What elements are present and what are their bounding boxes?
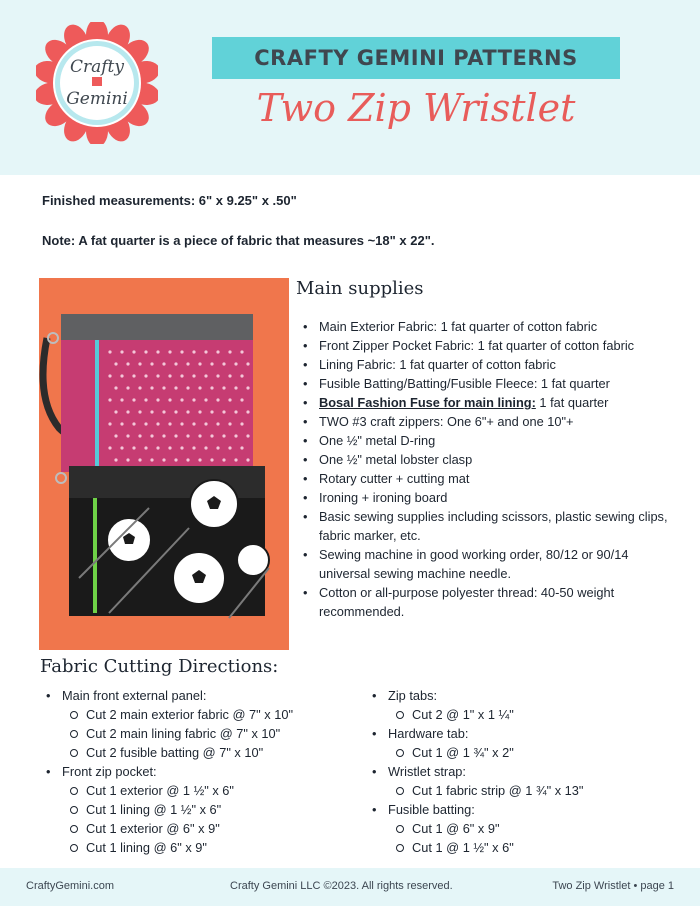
supply-item <box>303 488 675 507</box>
supply-item-emphasis: Bosal Fashion Fuse for main lining: <box>319 395 536 410</box>
header-banner <box>212 37 620 79</box>
cutting-group-label: Fusible batting: <box>388 802 475 817</box>
footer <box>0 868 700 906</box>
supply-item-text: Sewing machine in good working order, 80/12 or 90/14 universal sewing machine needle. <box>319 547 629 581</box>
supply-item-text: Main Exterior Fabric: 1 fat quarter of cotton fabric <box>319 319 598 334</box>
header <box>0 0 700 175</box>
crafty-gemini-logo <box>36 22 158 144</box>
supply-item-text: Cotton or all-purpose polyester thread: 40-50 weight recommended. <box>319 585 615 619</box>
supply-item-text: Ironing + ironing board <box>319 490 448 505</box>
footer-page: Two Zip Wristlet • page 1 <box>552 880 674 892</box>
supply-item <box>303 545 675 583</box>
supply-item-text: Fusible Batting/Batting/Fusible Fleece: 1 fat quarter <box>319 376 610 391</box>
supply-item <box>303 317 675 336</box>
cutting-group <box>366 686 666 724</box>
supply-item-text: TWO #3 craft zippers: One 6"+ and one 10"+ <box>319 414 574 429</box>
supply-item <box>303 507 675 545</box>
cutting-item: Cut 1 @ 6" x 9" <box>388 819 666 838</box>
main-supplies-list <box>303 317 675 621</box>
footer-copyright: Crafty Gemini LLC ©2023. All rights reserved. <box>230 880 453 892</box>
finished-measurements: Finished measurements: 6" x 9.25" x .50" <box>42 193 297 208</box>
cutting-directions-heading: Fabric Cutting Directions: <box>40 656 279 677</box>
supply-item <box>303 583 675 621</box>
cutting-list-left <box>40 686 360 857</box>
cutting-list-right <box>366 686 666 857</box>
supply-item <box>303 431 675 450</box>
logo-text-crafty: Crafty <box>70 57 124 77</box>
supply-item <box>303 393 675 412</box>
supply-item-text: Lining Fabric: 1 fat quarter of cotton fabric <box>319 357 556 372</box>
banner-title: CRAFTY GEMINI PATTERNS <box>254 46 578 70</box>
cutting-group <box>366 724 666 762</box>
pattern-title: Two Zip Wristlet <box>256 86 576 130</box>
wristlet-photo <box>39 278 289 650</box>
cutting-group-label: Front zip pocket: <box>62 764 157 779</box>
cutting-group <box>366 800 666 857</box>
footer-website: CraftyGemini.com <box>26 880 115 892</box>
supply-item-text: 1 fat quarter <box>535 395 609 410</box>
supply-item-text: One ½" metal lobster clasp <box>319 452 473 467</box>
cutting-item: Cut 2 @ 1" x 1 ¼" <box>388 705 666 724</box>
fat-quarter-note: Note: A fat quarter is a piece of fabric that measures ~18" x 22". <box>42 233 435 248</box>
cutting-item: Cut 1 exterior @ 6" x 9" <box>62 819 360 838</box>
logo-text-gemini: Gemini <box>66 89 128 109</box>
cutting-item: Cut 2 fusible batting @ 7" x 10" <box>62 743 360 762</box>
cutting-group-label: Zip tabs: <box>388 688 438 703</box>
cutting-group-label: Hardware tab: <box>388 726 469 741</box>
cutting-item: Cut 1 @ 1 ½" x 6" <box>388 838 666 857</box>
supply-item <box>303 355 675 374</box>
cutting-group <box>40 686 360 762</box>
supply-item <box>303 374 675 393</box>
supply-item-text: Front Zipper Pocket Fabric: 1 fat quarter of cotton fabric <box>319 338 635 353</box>
cutting-item: Cut 2 main lining fabric @ 7" x 10" <box>62 724 360 743</box>
supply-item <box>303 469 675 488</box>
cutting-item: Cut 1 lining @ 1 ½" x 6" <box>62 800 360 819</box>
cutting-item: Cut 1 lining @ 6" x 9" <box>62 838 360 857</box>
cutting-group-label: Wristlet strap: <box>388 764 466 779</box>
supply-item-text: One ½" metal D-ring <box>319 433 436 448</box>
cutting-item: Cut 2 main exterior fabric @ 7" x 10" <box>62 705 360 724</box>
supply-item-text: Basic sewing supplies including scissors, plastic sewing clips, fabric marker, etc. <box>319 509 668 543</box>
cutting-group <box>40 762 360 857</box>
supply-item <box>303 336 675 355</box>
cutting-item: Cut 1 exterior @ 1 ½" x 6" <box>62 781 360 800</box>
cutting-item: Cut 1 @ 1 ¾" x 2" <box>388 743 666 762</box>
supply-item <box>303 412 675 431</box>
cutting-item: Cut 1 fabric strip @ 1 ¾" x 13" <box>388 781 666 800</box>
cutting-group <box>366 762 666 800</box>
cutting-group-label: Main front external panel: <box>62 688 207 703</box>
supply-item <box>303 450 675 469</box>
main-supplies-heading: Main supplies <box>296 278 424 299</box>
supply-item-text: Rotary cutter + cutting mat <box>319 471 470 486</box>
